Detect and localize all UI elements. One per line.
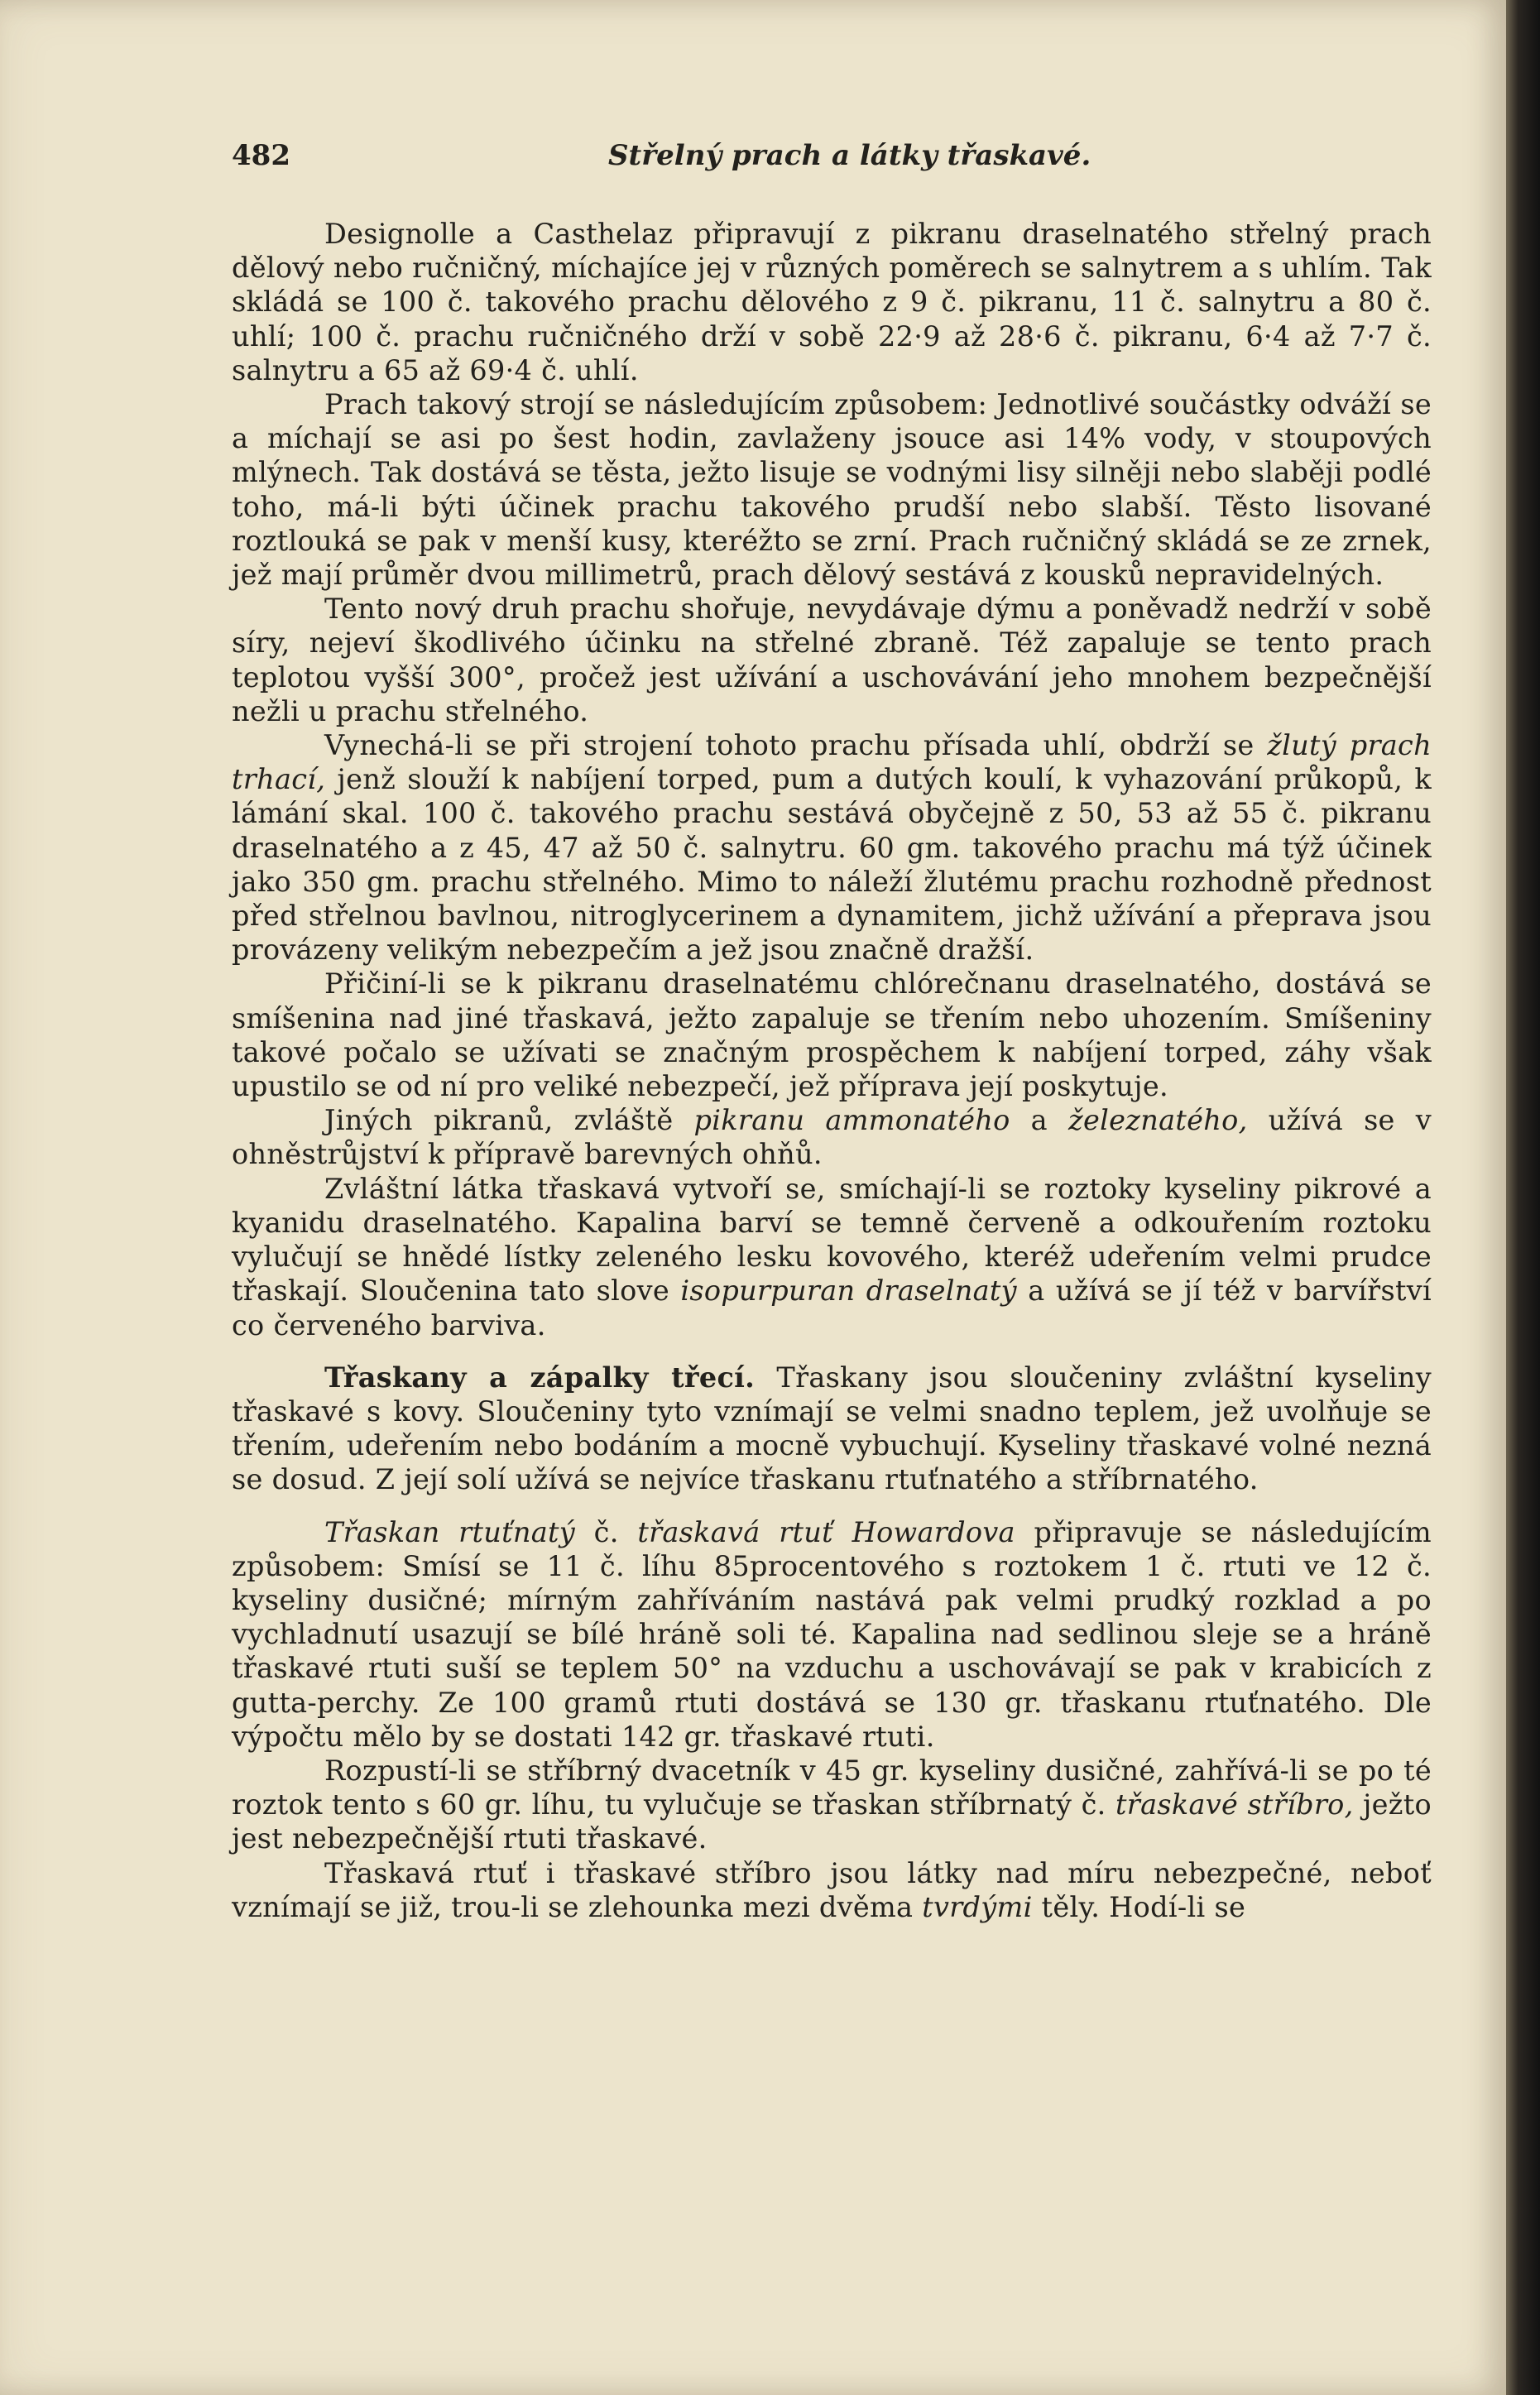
paragraph — [232, 1856, 1432, 1924]
paragraph-text: Designolle a Casthelaz připravují z pikranu draselnatého střelný prach dělový nebo ručničný, míchajíce jej v různých poměrech se salnytrem a s uhlím. Tak skládá se 100 č. takového prachu dělového z 9 č. pikranu, 11 č. salnytru a 80 č. uhlí; 100 č. prachu ručničného drží v sobě 22·9 až 28·6 č. pikranu, 6·4 až 7·7 č. salnytru a 65 až 69·4 č. uhlí. — [232, 218, 1432, 386]
paragraph-text: č. — [574, 1515, 638, 1548]
paragraph — [232, 1515, 1432, 1754]
paragraph-text: těly. Hodí-li se — [1032, 1890, 1246, 1923]
paragraph — [232, 1361, 1432, 1497]
paragraph-text: a užívá se jí též v barvířství co červeného barviva. — [232, 1274, 1432, 1341]
paragraph — [232, 1172, 1432, 1342]
paragraph-text: Vynechá-li se při strojení tohoto prachu přísada uhlí, obdrží se — [324, 729, 1268, 762]
italic-term: třaskavé stříbro, — [1115, 1788, 1354, 1821]
paragraph-text: Třaskany jsou sloučeniny zvláštní kyseliny třaskavé s kovy. Sloučeniny tyto vznímají se velmi snadno teplem, jež uvolňuje se třením, udeřením nebo bodáním a mocně vybuchují. Kyseliny třaskavé volné nezná se dosud. Z její solí užívá se nejvíce třaskanu rtuťnatého a stříbrnatého. — [232, 1361, 1432, 1496]
italic-term: železnatého, — [1068, 1104, 1248, 1137]
italic-term: pikranu ammonatého — [693, 1104, 1010, 1137]
paragraph-text: Jiných pikranů, zvláště — [324, 1104, 694, 1137]
paragraph — [232, 217, 1432, 387]
paragraph-text: Zvláštní látka třaskavá vytvoří se, smíchají-li se roztoky kyseliny pikrové a kyanidu draselnatého. Kapalina barví se temně červeně a odkouřením roztoku vylučují se hnědé lístky zeleného lesku kovového, kteréž udeřením velmi prudce třaskají. Sloučenina tato slove — [232, 1172, 1432, 1308]
paragraph-text: ježto jest nebezpečnější rtuti třaskavé. — [232, 1788, 1432, 1855]
paragraph — [232, 1103, 1432, 1171]
italic-term: tvrdými — [922, 1890, 1033, 1923]
section-heading: Třaskany a zápalky třecí. — [324, 1361, 756, 1394]
paragraph-text: Přičiní-li se k pikranu draselnatému chlórečnanu draselnatého, dostává se smíšenina nad jiné třaskavá, ježto zapaluje se třením nebo uhozením. Smíšeniny takové počalo se užívati se značným prospěchem k nabíjení torped, záhy však upustilo se od ní pro veliké nebezpečí, jež příprava její poskytuje. — [232, 967, 1432, 1103]
paragraph-text: Třaskavá rtuť i třaskavé stříbro jsou látky nad míru nebezpečné, neboť vznímají se již, trou-li se zlehounka mezi dvěma — [232, 1856, 1432, 1923]
italic-term: žlutý prach trhací, — [232, 729, 1432, 796]
paragraph-text: Rozpustí-li se stříbrný dvacetník v 45 gr. kyseliny dusičné, zahřívá-li se po té roztok tento s 60 gr. líhu, tu vylučuje se třaskan stříbrnatý č. — [232, 1754, 1432, 1821]
italic-term: třaskavá rtuť Howardova — [637, 1515, 1015, 1548]
running-title: Střelný prach a látky třaskavé. — [608, 139, 1091, 172]
paragraph — [232, 728, 1432, 967]
paragraph — [232, 1754, 1432, 1856]
book-spine-shadow — [1506, 0, 1540, 2395]
paragraph-text: připravuje se následujícím způsobem: Smísí se 11 č. líhu 85procentového s roztokem 1 č. rtuti ve 12 č. kyseliny dusičné; mírným zahříváním nastává pak velmi prudký rozklad a po vychladnutí usazují se bílé hráně soli té. Kapalina nad sedlinou sleje se a hráně třaskavé rtuti suší se teplem 50° na vzduchu a uschovávají se pak v krabicích z gutta-perchy. Ze 100 gramů rtuti dostává se 130 gr. třaskanu rtuťnatého. Dle výpočtu mělo by se dostati 142 gr. třaskavé rtuti. — [232, 1515, 1432, 1753]
paragraph — [232, 592, 1432, 728]
paragraph — [232, 967, 1432, 1103]
page-number: 482 — [232, 139, 290, 172]
paragraph-text: jenž slouží k nabíjení torped, pum a dutých koulí, k vyhazování průkopů, k lámání skal. 100 č. takového prachu sestává obyčejně z 50, 53 až 55 č. pikranu draselnatého a z 45, 47 až 50 č. salnytru. 60 gm. takového prachu má týž účinek jako 350 gm. prachu střelného. Mimo to náleží žlutému prachu rozhodně přednost před střelnou bavlnou, nitroglycerinem a dynamitem, jichž užívání a přeprava jsou provázeny velikým nebezpečím a jež jsou značně dražší. — [232, 763, 1432, 967]
paragraph-text: Prach takový strojí se následujícím způsobem: Jednotlivé součástky odváží se a míchají se asi po šest hodin, zavlaženy jsouce asi 14% vody, v stoupových mlýnech. Tak dostává se těsta, ježto lisuje se vodnými lisy silněji nebo slaběji podlé toho, má-li býti účinek prachu takového prudší nebo slabší. Těsto lisované roztlouká se pak v menší kusy, kteréžto se zrní. Prach ručničný skládá se ze zrnek, jež mají průměr dvou millimetrů, prach dělový sestává z kousků nepravidelných. — [232, 388, 1432, 592]
italic-term: isopurpuran draselnatý — [680, 1274, 1017, 1308]
paragraph-text: a — [1010, 1104, 1069, 1137]
paragraph-text: užívá se v ohněstrůjství k přípravě barevných ohňů. — [232, 1104, 1432, 1171]
italic-term: Třaskan rtuťnatý — [324, 1515, 575, 1548]
page-header — [232, 139, 1432, 180]
body-text — [232, 217, 1432, 1924]
paragraph-text: Tento nový druh prachu shořuje, nevydávaje dýmu a poněvadž nedrží v sobě síry, nejeví škodlivého účinku na střelné zbraně. Též zapaluje se tento prach teplotou vyšší 300°, pročež jest užívání a uschovávání jeho mnohem bezpečnější nežli u prachu střelného. — [232, 593, 1432, 727]
paragraph — [232, 387, 1432, 592]
